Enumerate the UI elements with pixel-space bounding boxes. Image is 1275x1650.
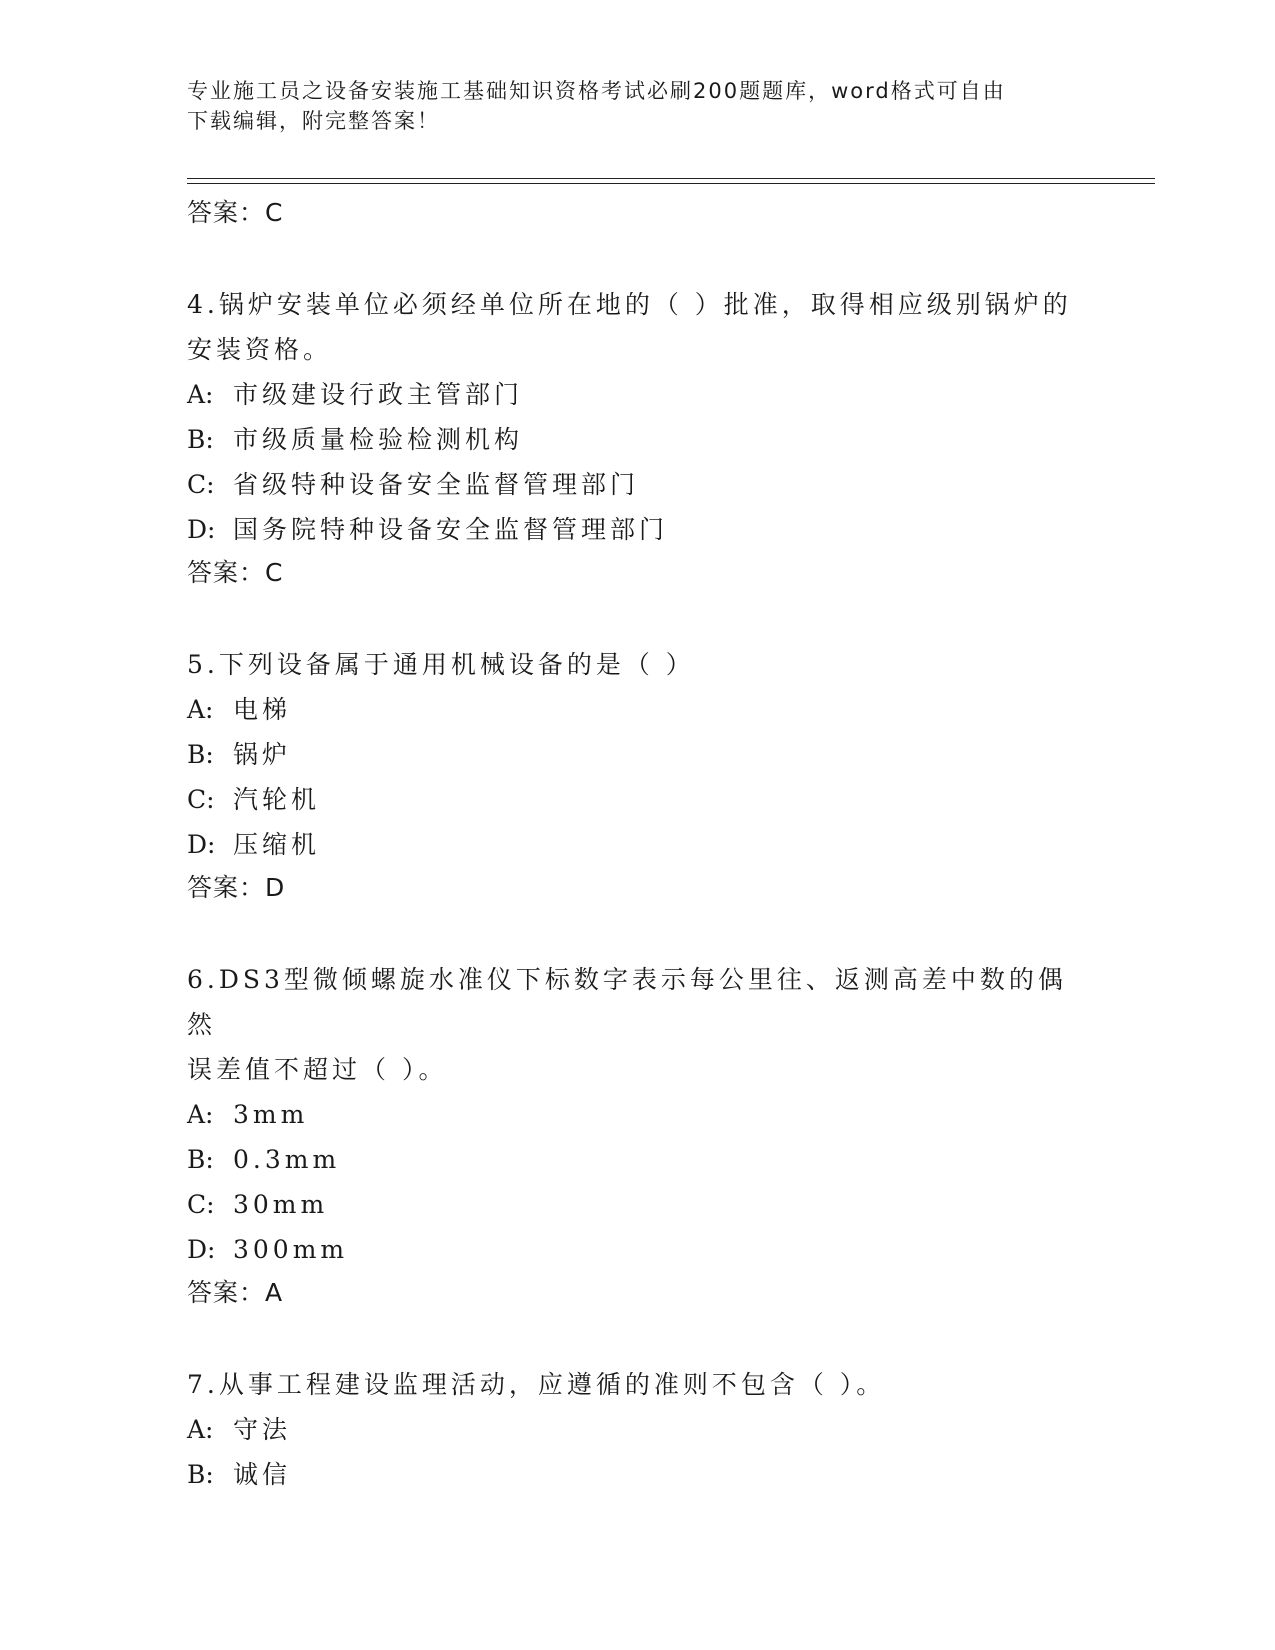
option-text: 市级建设行政主管部门 — [233, 380, 524, 409]
option-text: 300mm — [233, 1235, 349, 1264]
answer-label: 答案： — [187, 1278, 266, 1307]
answer-label: 答案： — [187, 198, 266, 227]
option-text: 锅炉 — [233, 740, 292, 769]
answer-line — [187, 192, 1087, 234]
option-key: B: — [187, 1145, 214, 1174]
answer-label: 答案： — [187, 873, 266, 902]
answer-value: A — [265, 1278, 284, 1307]
option-a — [187, 687, 1087, 732]
question-text-line-1: 4.锅炉安装单位必须经单位所在地的（ ）批准，取得相应级别锅炉的 — [187, 290, 1072, 319]
answer-line — [187, 1272, 1087, 1314]
option-key: A: — [187, 695, 214, 724]
option-d — [187, 822, 1087, 867]
option-text: 汽轮机 — [233, 785, 321, 814]
option-text: 国务院特种设备安全监督管理部门 — [233, 515, 669, 544]
question-6 — [187, 957, 1087, 1314]
question-text-line-1: 7.从事工程建设监理活动，应遵循的准则不包含（ ）。 — [187, 1370, 886, 1399]
option-key: C: — [187, 1190, 215, 1219]
option-key: B: — [187, 1460, 214, 1489]
option-b — [187, 1452, 1087, 1497]
option-key: A: — [187, 1100, 214, 1129]
question-text — [187, 957, 1087, 1092]
option-text: 省级特种设备安全监督管理部门 — [233, 470, 640, 499]
option-b — [187, 732, 1087, 777]
answer-label: 答案： — [187, 558, 266, 587]
option-key: B: — [187, 740, 214, 769]
option-key: C: — [187, 785, 215, 814]
option-b — [187, 417, 1087, 462]
header-divider-bottom — [187, 183, 1155, 184]
option-key: A: — [187, 1415, 214, 1444]
option-text: 市级质量检验检测机构 — [233, 425, 524, 454]
option-text: 3mm — [233, 1100, 309, 1129]
option-c — [187, 777, 1087, 822]
option-key: B: — [187, 425, 214, 454]
question-text — [187, 282, 1087, 372]
option-c — [187, 1182, 1087, 1227]
question-4 — [187, 282, 1087, 594]
option-a — [187, 1407, 1087, 1452]
answer-line — [187, 867, 1087, 909]
answer-value: D — [265, 873, 286, 902]
question-5 — [187, 642, 1087, 909]
question-text — [187, 1362, 1087, 1407]
question-text — [187, 642, 1087, 687]
option-a — [187, 1092, 1087, 1137]
question-text-line-2: 误差值不超过（ ）。 — [187, 1055, 448, 1084]
option-text: 电梯 — [233, 695, 292, 724]
question-text-line-1: 6.DS3型微倾螺旋水准仪下标数字表示每公里往、返测高差中数的偶然 — [187, 965, 1067, 1039]
question-7 — [187, 1362, 1087, 1497]
option-key: A: — [187, 380, 214, 409]
option-c — [187, 462, 1087, 507]
header-line-2: 下载编辑，附完整答案！ — [187, 109, 440, 133]
question-list — [187, 192, 1087, 1497]
option-b — [187, 1137, 1087, 1182]
question-text-line-1: 5.下列设备属于通用机械设备的是（ ） — [187, 650, 695, 679]
question-text-line-2: 安装资格。 — [187, 335, 333, 364]
option-text: 压缩机 — [233, 830, 321, 859]
option-a — [187, 372, 1087, 417]
option-key: C: — [187, 470, 215, 499]
option-text: 守法 — [233, 1415, 292, 1444]
option-key: D: — [187, 515, 216, 544]
answer-line — [187, 552, 1087, 594]
option-d — [187, 1227, 1087, 1272]
option-text: 0.3mm — [233, 1145, 341, 1174]
option-key: D: — [187, 1235, 216, 1264]
option-text: 诚信 — [233, 1460, 292, 1489]
option-text: 30mm — [233, 1190, 329, 1219]
answer-value: C — [265, 558, 284, 587]
answer-value: C — [265, 198, 284, 227]
header-line-1: 专业施工员之设备安装施工基础知识资格考试必刷200题题库，word格式可自由 — [187, 79, 1006, 103]
option-key: D: — [187, 830, 216, 859]
option-d — [187, 507, 1087, 552]
header-divider-top — [187, 178, 1155, 179]
document-header — [187, 76, 1087, 136]
